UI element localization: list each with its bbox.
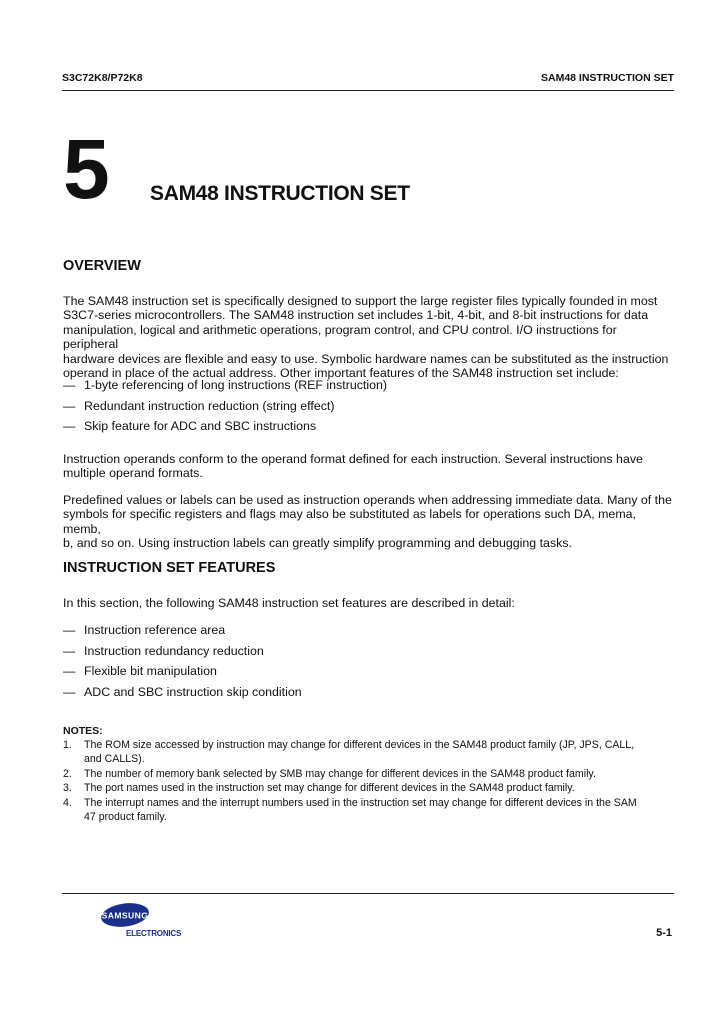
notes-list bbox=[63, 738, 675, 824]
list-item-text: Flexible bit manipulation bbox=[84, 664, 217, 678]
text-line: b, and so on. Using instruction labels can greatly simplify programming and debugging tasks. bbox=[63, 536, 572, 551]
note-line: and CALLS). bbox=[84, 753, 145, 766]
list-item-text: Skip feature for ADC and SBC instructions bbox=[84, 419, 317, 433]
note-line: 47 product family. bbox=[84, 811, 167, 824]
list-item-text: ADC and SBC instruction skip condition bbox=[84, 684, 302, 699]
text-line: S3C7-series microcontrollers. The SAM48 instruction set includes 1-bit, 4-bit, and 8-bit instructions for data bbox=[63, 308, 649, 323]
overview-heading: OVERVIEW bbox=[63, 258, 141, 274]
note-item bbox=[63, 796, 675, 825]
overview-feature-list bbox=[63, 378, 387, 440]
features-heading: INSTRUCTION SET FEATURES bbox=[63, 560, 276, 576]
list-item bbox=[63, 644, 302, 665]
note-line: The port names used in the instruction set may change for different devices in the SAM48 product family. bbox=[84, 782, 575, 795]
note-item bbox=[63, 738, 675, 767]
overview-paragraph-2 bbox=[63, 452, 675, 481]
dash-bullet: — bbox=[63, 664, 76, 678]
list-item-text: Instruction reference area bbox=[84, 623, 226, 637]
header-section-title: SAM48 INSTRUCTION SET bbox=[540, 72, 674, 84]
text-line: hardware devices are flexible and easy to use. Symbolic hardware names can be substituted as the instruction bbox=[63, 351, 669, 366]
dash-bullet: — bbox=[63, 684, 76, 699]
page-number: 5-1 bbox=[656, 927, 672, 939]
note-number: 4. bbox=[63, 796, 72, 809]
note-item bbox=[63, 767, 675, 781]
header-doc-id: S3C72K8/P72K8 bbox=[62, 72, 143, 84]
logo-wordmark: SAMSUNG bbox=[101, 910, 149, 921]
overview-paragraph-1 bbox=[63, 294, 675, 380]
dash-bullet: — bbox=[63, 378, 76, 392]
dash-bullet: — bbox=[63, 398, 76, 413]
text-line: multiple operand formats. bbox=[63, 466, 203, 481]
text-line: manipulation, logical and arithmetic operations, program control, and CPU control. I/O instructions for peripheral bbox=[63, 322, 617, 352]
list-item bbox=[63, 664, 302, 685]
dash-bullet: — bbox=[63, 643, 76, 658]
note-item bbox=[63, 781, 675, 795]
list-item bbox=[63, 685, 302, 706]
dash-bullet: — bbox=[63, 419, 76, 433]
note-line: The number of memory bank selected by SMB may change for different devices in the SAM48 product family. bbox=[84, 767, 596, 780]
samsung-logo bbox=[100, 902, 150, 928]
chapter-number: 5 bbox=[63, 122, 110, 216]
note-number: 2. bbox=[63, 767, 72, 780]
chapter-title: SAM48 INSTRUCTION SET bbox=[150, 182, 410, 205]
header-divider bbox=[62, 90, 674, 91]
note-number: 3. bbox=[63, 782, 72, 795]
note-number: 1. bbox=[63, 739, 72, 751]
list-item bbox=[63, 419, 387, 440]
list-item-text: Redundant instruction reduction (string effect) bbox=[84, 398, 335, 413]
text-line: operand in place of the actual address. Other important features of the SAM48 instruction set include: bbox=[63, 366, 619, 381]
note-line: The interrupt names and the interrupt numbers used in the instruction set may change for different devices in the SAM bbox=[84, 796, 637, 809]
logo-division-text: ELECTRONICS bbox=[126, 929, 182, 938]
text-line: Predefined values or labels can be used as instruction operands when addressing immediate data. Many of the bbox=[63, 493, 672, 507]
list-item bbox=[63, 378, 387, 399]
dash-bullet: — bbox=[63, 623, 76, 637]
footer-divider bbox=[62, 893, 674, 894]
list-item bbox=[63, 623, 302, 644]
list-item-text: 1-byte referencing of long instructions (REF instruction) bbox=[84, 378, 388, 392]
list-item-text: Instruction redundancy reduction bbox=[84, 643, 264, 658]
text-line: symbols for specific registers and flags may also be substituted as labels for operations such DA, mema, memb, bbox=[63, 507, 636, 536]
list-item bbox=[63, 399, 387, 420]
features-list bbox=[63, 623, 302, 705]
notes-title: NOTES: bbox=[63, 725, 103, 737]
text-line: Instruction operands conform to the operand format defined for each instruction. Several instructions have bbox=[63, 452, 643, 466]
text-line: The SAM48 instruction set is specifically designed to support the large register files typically founded in most bbox=[63, 294, 658, 308]
features-intro: In this section, the following SAM48 instruction set features are described in detail: bbox=[63, 596, 515, 610]
overview-paragraph-3 bbox=[63, 493, 675, 551]
note-line: The ROM size accessed by instruction may change for different devices in the SAM48 product family (JP, JPS, CALL, bbox=[84, 739, 635, 751]
